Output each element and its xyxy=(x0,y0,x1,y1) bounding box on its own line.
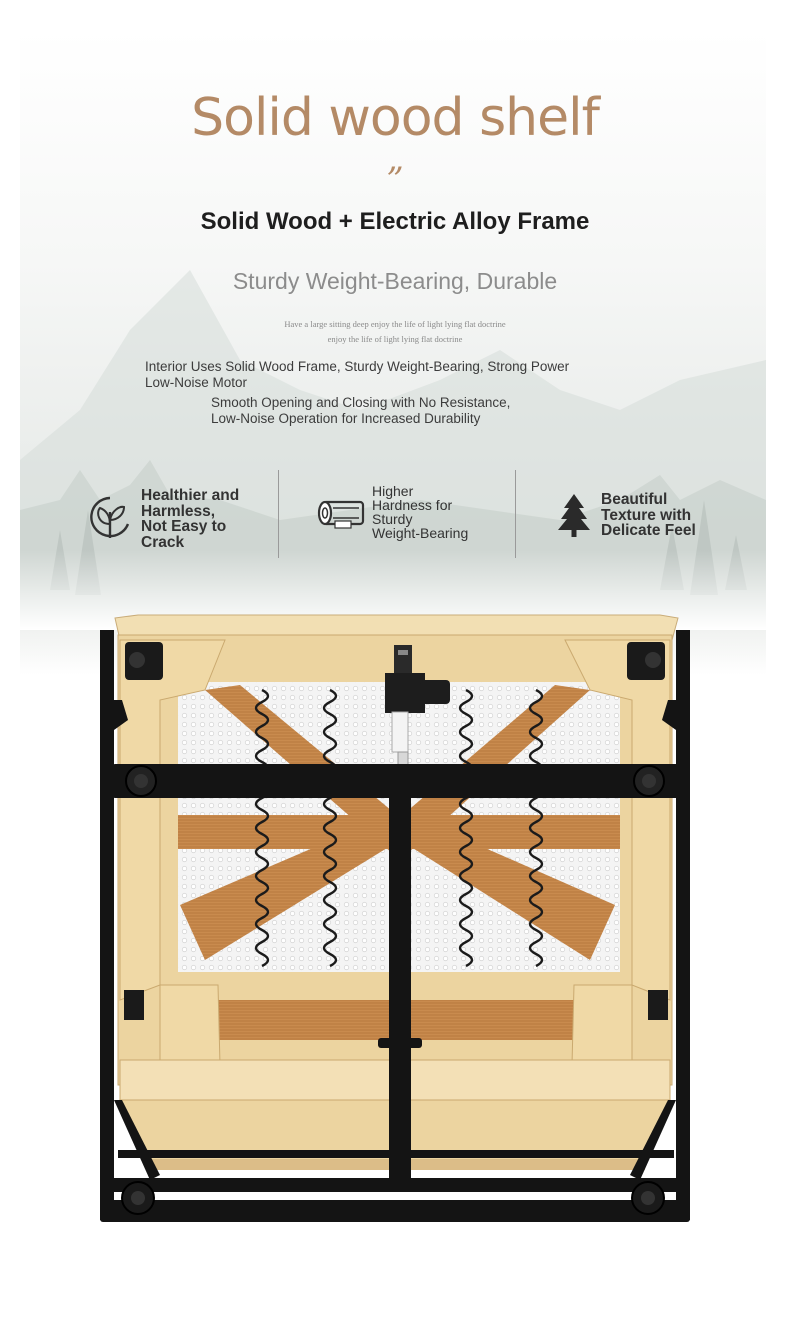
quote-mark: ” xyxy=(386,160,404,200)
feature-healthy-text: Healthier and Harmless, Not Easy to Crack xyxy=(141,487,240,551)
tagline: Sturdy Weight-Bearing, Durable xyxy=(232,268,558,294)
feature-texture-text: Beautiful Texture with Delicate Feel xyxy=(601,491,696,539)
description-1: Interior Uses Solid Wood Frame, Sturdy Weight-Bearing, Strong Power Low-Noise Motor xyxy=(145,359,570,390)
tiny-caption-1: Have a large sitting deep enjoy the life of light lying flat doctrine xyxy=(284,319,506,329)
feature-hardness-text: Higher Hardness for Sturdy Weight-Bearing xyxy=(372,483,469,541)
subtitle: Solid Wood + Electric Alloy Frame xyxy=(200,208,590,235)
description-2: Smooth Opening and Closing with No Resistance, Low-Noise Operation for Increased Durability xyxy=(211,395,511,426)
page-title: Solid wood shelf xyxy=(191,88,599,148)
tiny-caption-2: enjoy the life of light lying flat doctrine xyxy=(327,334,463,344)
